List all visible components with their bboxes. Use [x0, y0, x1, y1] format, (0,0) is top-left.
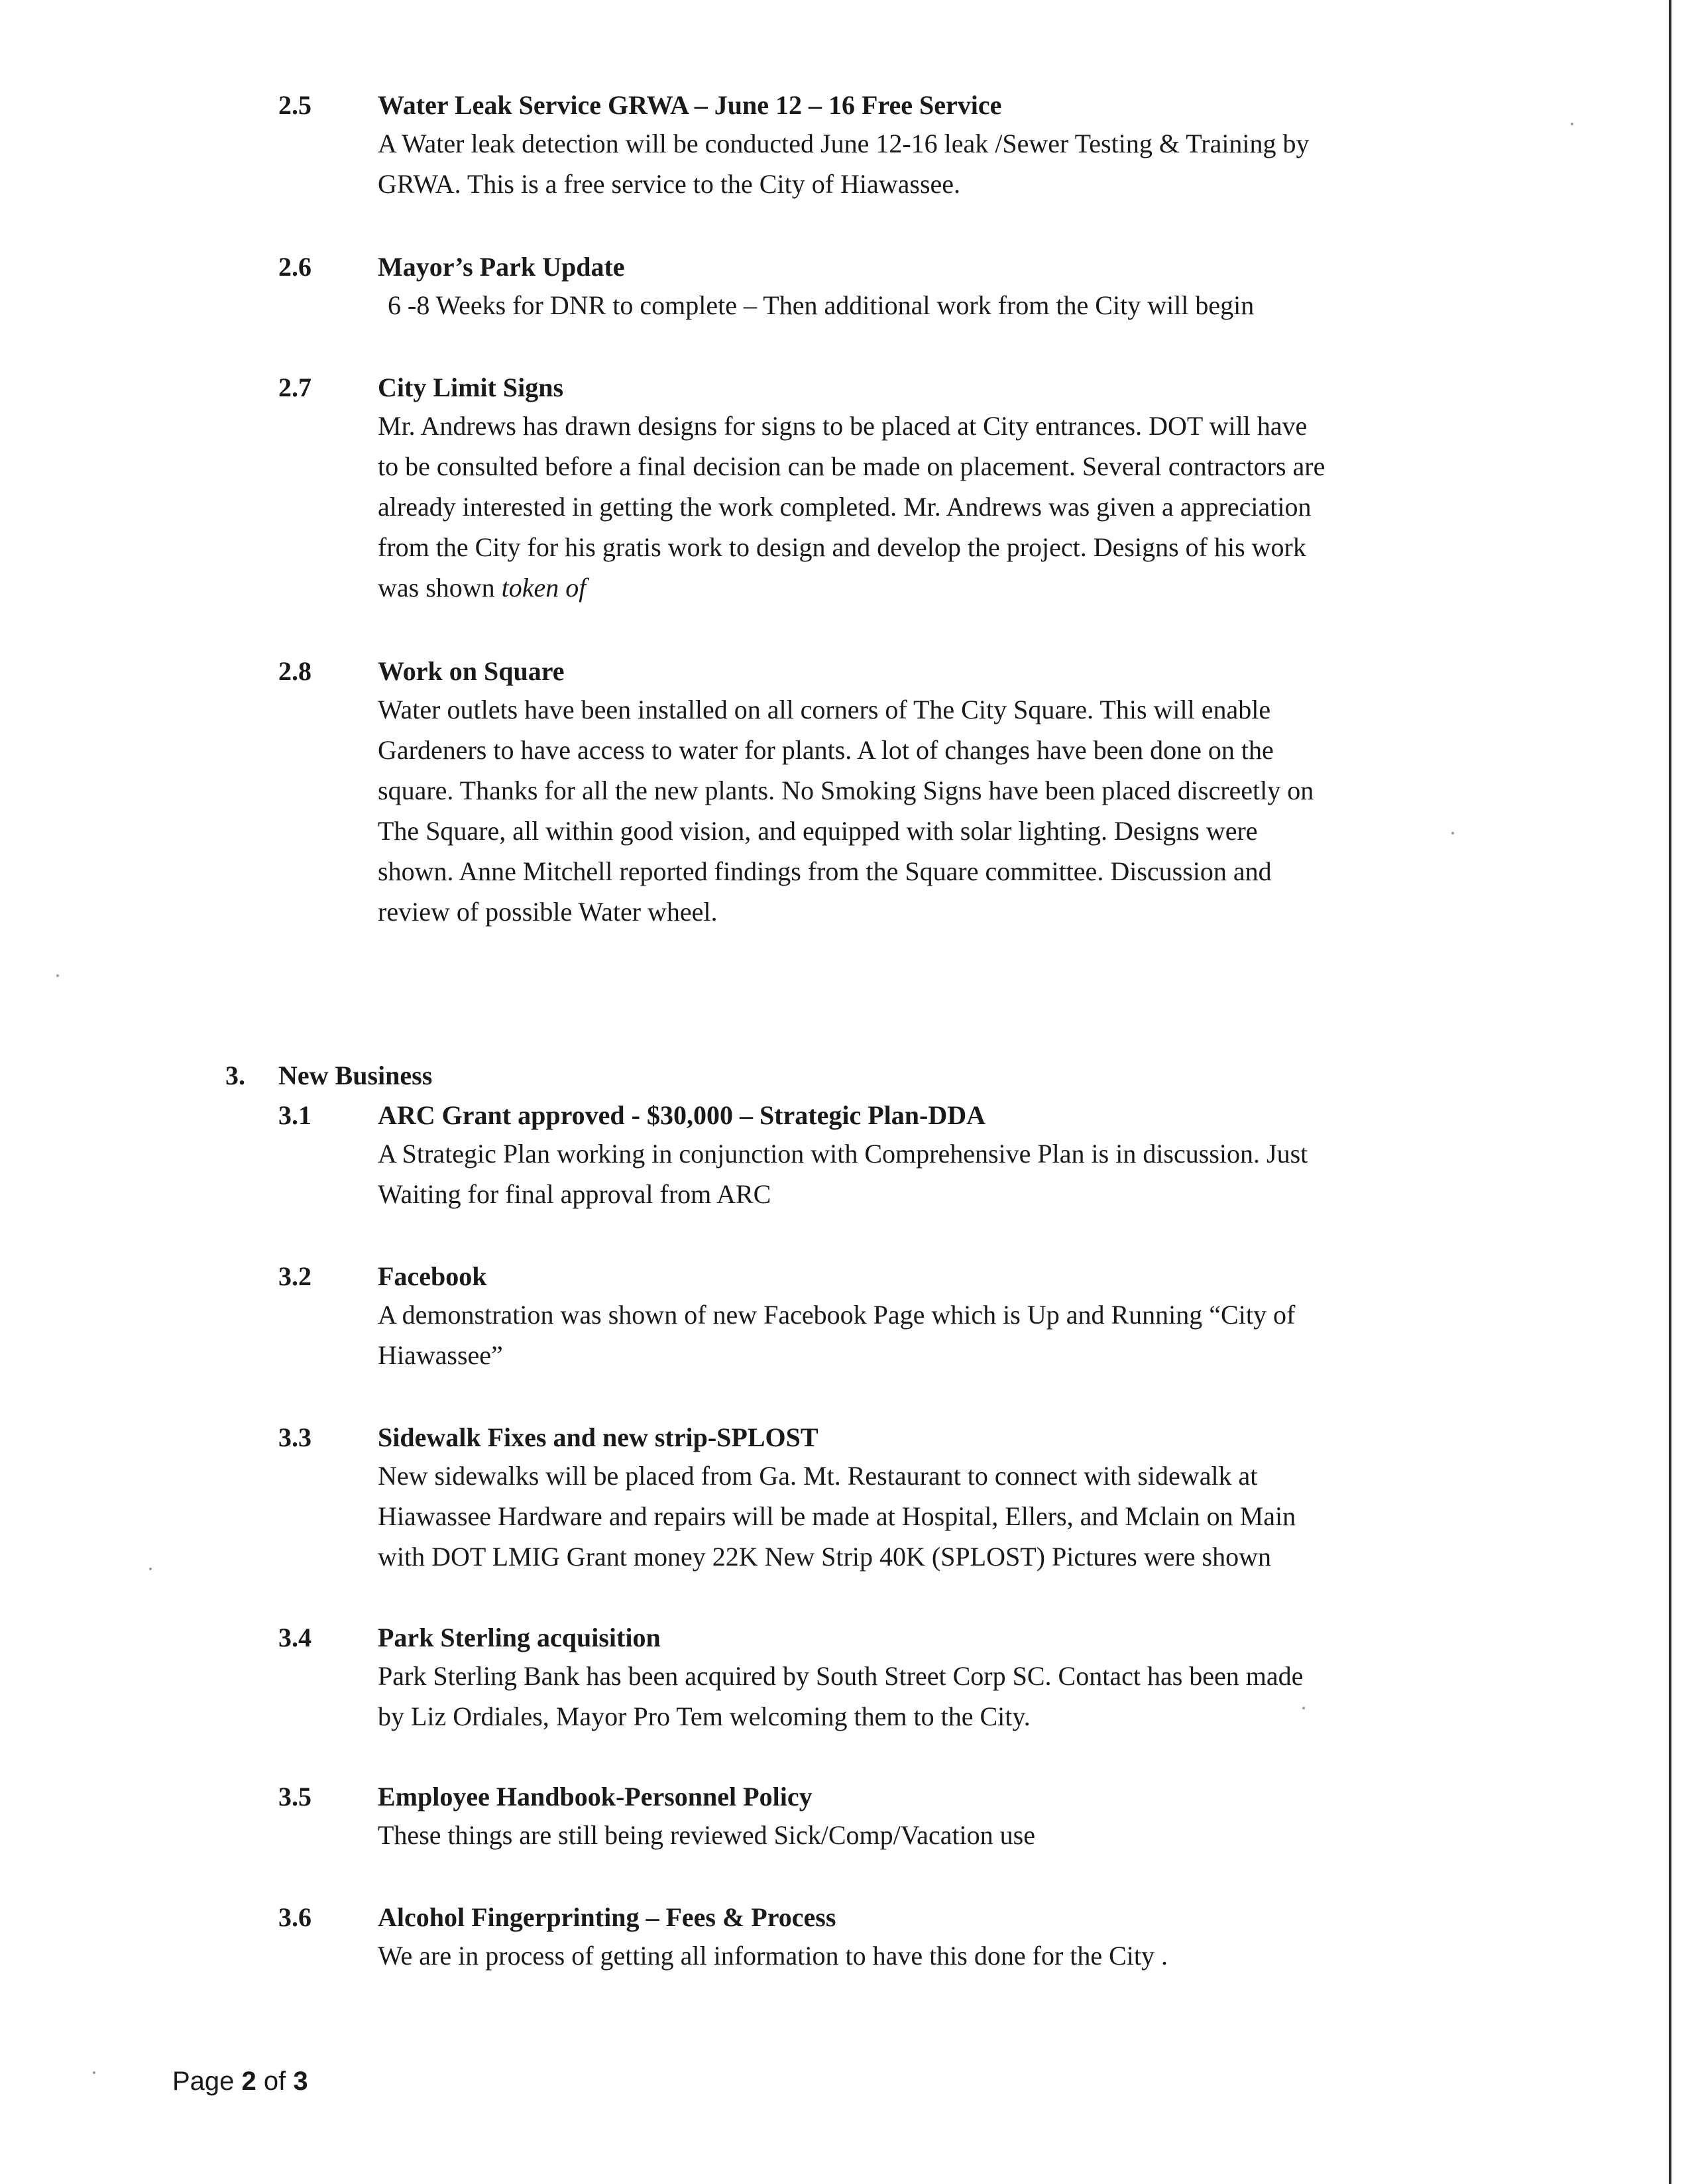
- item-body: [378, 1656, 1491, 1737]
- item-title: Employee Handbook-Personnel Policy: [378, 1782, 813, 1811]
- item-body: [378, 689, 1491, 932]
- section-new-business: [225, 1055, 432, 1096]
- body-line: already interested in getting the work completed. Mr. Andrews was given a appreciation: [378, 492, 1312, 522]
- body-line: Hiawassee Hardware and repairs will be made at Hospital, Ellers, and Mclain on Main: [378, 1501, 1296, 1531]
- scan-speck: [149, 1568, 152, 1570]
- body-line: Water outlets have been installed on all corners of The City Square. This will enable: [378, 695, 1271, 724]
- body-line: shown. Anne Mitchell reported findings from the Square committee. Discussion and: [378, 856, 1272, 886]
- body-line: Waiting for final approval from ARC: [378, 1179, 771, 1209]
- scan-speck: [1451, 832, 1454, 834]
- footer-page-current: 2: [241, 2067, 256, 2096]
- body-line: A Water leak detection will be conducted June 12-16 leak /Sewer Testing & Training by: [378, 129, 1310, 158]
- page-number-footer: [172, 2061, 308, 2101]
- body-line: by Liz Ordiales, Mayor Pro Tem welcoming them to the City.: [378, 1701, 1031, 1731]
- item-number: 3.5: [278, 1782, 311, 1811]
- body-line: [378, 567, 1491, 608]
- section-number: 3.: [225, 1061, 245, 1090]
- item-title: Water Leak Service GRWA – June 12 – 16 Free Service: [378, 90, 1002, 120]
- item-number: 2.8: [278, 656, 311, 686]
- footer-of-word: of: [263, 2067, 286, 2096]
- item-number: 2.6: [278, 252, 311, 282]
- body-line: A demonstration was shown of new Facebook Page which is Up and Running “City of: [378, 1300, 1296, 1330]
- item-number: 3.2: [278, 1261, 311, 1291]
- item-title: Mayor’s Park Update: [378, 252, 625, 282]
- item-body: [378, 123, 1491, 204]
- body-line: The Square, all within good vision, and equipped with solar lighting. Designs were: [378, 816, 1258, 846]
- item-body: [388, 285, 1501, 325]
- item-title: Work on Square: [378, 656, 565, 686]
- item-body: [378, 1935, 1491, 1976]
- body-line: Hiawassee”: [378, 1340, 503, 1370]
- body-line: square. Thanks for all the new plants. No Smoking Signs have been placed discreetly on: [378, 776, 1314, 805]
- item-body: [378, 1456, 1491, 1577]
- body-line-text: was shown: [378, 573, 495, 603]
- body-line: with DOT LMIG Grant money 22K New Strip 40K (SPLOST) Pictures were shown: [378, 1542, 1272, 1572]
- body-line: to be consulted before a final decision can be made on placement. Several contractors are: [378, 451, 1325, 481]
- footer-page-word: Page: [172, 2067, 235, 2096]
- item-number: 3.6: [278, 1902, 311, 1932]
- body-line: These things are still being reviewed Sick/Comp/Vacation use: [378, 1820, 1035, 1850]
- item-number: 3.3: [278, 1422, 311, 1452]
- scan-speck: [1302, 1707, 1305, 1709]
- body-line: A Strategic Plan working in conjunction with Comprehensive Plan is in discussion. Just: [378, 1139, 1308, 1169]
- item-number: 2.7: [278, 373, 311, 402]
- scan-speck: [56, 974, 59, 977]
- body-line: We are in process of getting all information to have this done for the City .: [378, 1941, 1168, 1971]
- scan-speck: [93, 2071, 95, 2074]
- item-title: Alcohol Fingerprinting – Fees & Process: [378, 1902, 836, 1932]
- item-title: Facebook: [378, 1261, 487, 1291]
- item-title: Park Sterling acquisition: [378, 1623, 661, 1652]
- body-line: Mr. Andrews has drawn designs for signs to be placed at City entrances. DOT will have: [378, 411, 1308, 441]
- footer-page-total: 3: [293, 2067, 308, 2096]
- body-line: New sidewalks will be placed from Ga. Mt. Restaurant to connect with sidewalk at: [378, 1461, 1258, 1491]
- item-title: City Limit Signs: [378, 373, 564, 402]
- item-body: [378, 1815, 1491, 1855]
- item-number: 2.5: [278, 90, 311, 120]
- body-line: Gardeners to have access to water for plants. A lot of changes have been done on the: [378, 735, 1274, 765]
- body-line: 6 -8 Weeks for DNR to complete – Then additional work from the City will begin: [388, 290, 1255, 320]
- item-title: Sidewalk Fixes and new strip-SPLOST: [378, 1422, 818, 1452]
- scanned-page-edge: [1669, 0, 1671, 2184]
- body-line: from the City for his gratis work to design and develop the project. Designs of his work: [378, 532, 1306, 562]
- item-body: [378, 1294, 1491, 1375]
- body-line: Park Sterling Bank has been acquired by South Street Corp SC. Contact has been made: [378, 1661, 1304, 1691]
- item-title: ARC Grant approved - $30,000 – Strategic Plan-DDA: [378, 1100, 986, 1130]
- item-body: [378, 1133, 1491, 1214]
- section-title: New Business: [278, 1061, 433, 1090]
- item-number: 3.1: [278, 1100, 311, 1130]
- item-number: 3.4: [278, 1623, 311, 1652]
- scan-speck: [1571, 123, 1573, 125]
- body-line: review of possible Water wheel.: [378, 897, 718, 927]
- body-line: GRWA. This is a free service to the City of Hiawassee.: [378, 169, 961, 199]
- item-body: [378, 406, 1491, 608]
- italic-fragment: token of: [501, 573, 587, 603]
